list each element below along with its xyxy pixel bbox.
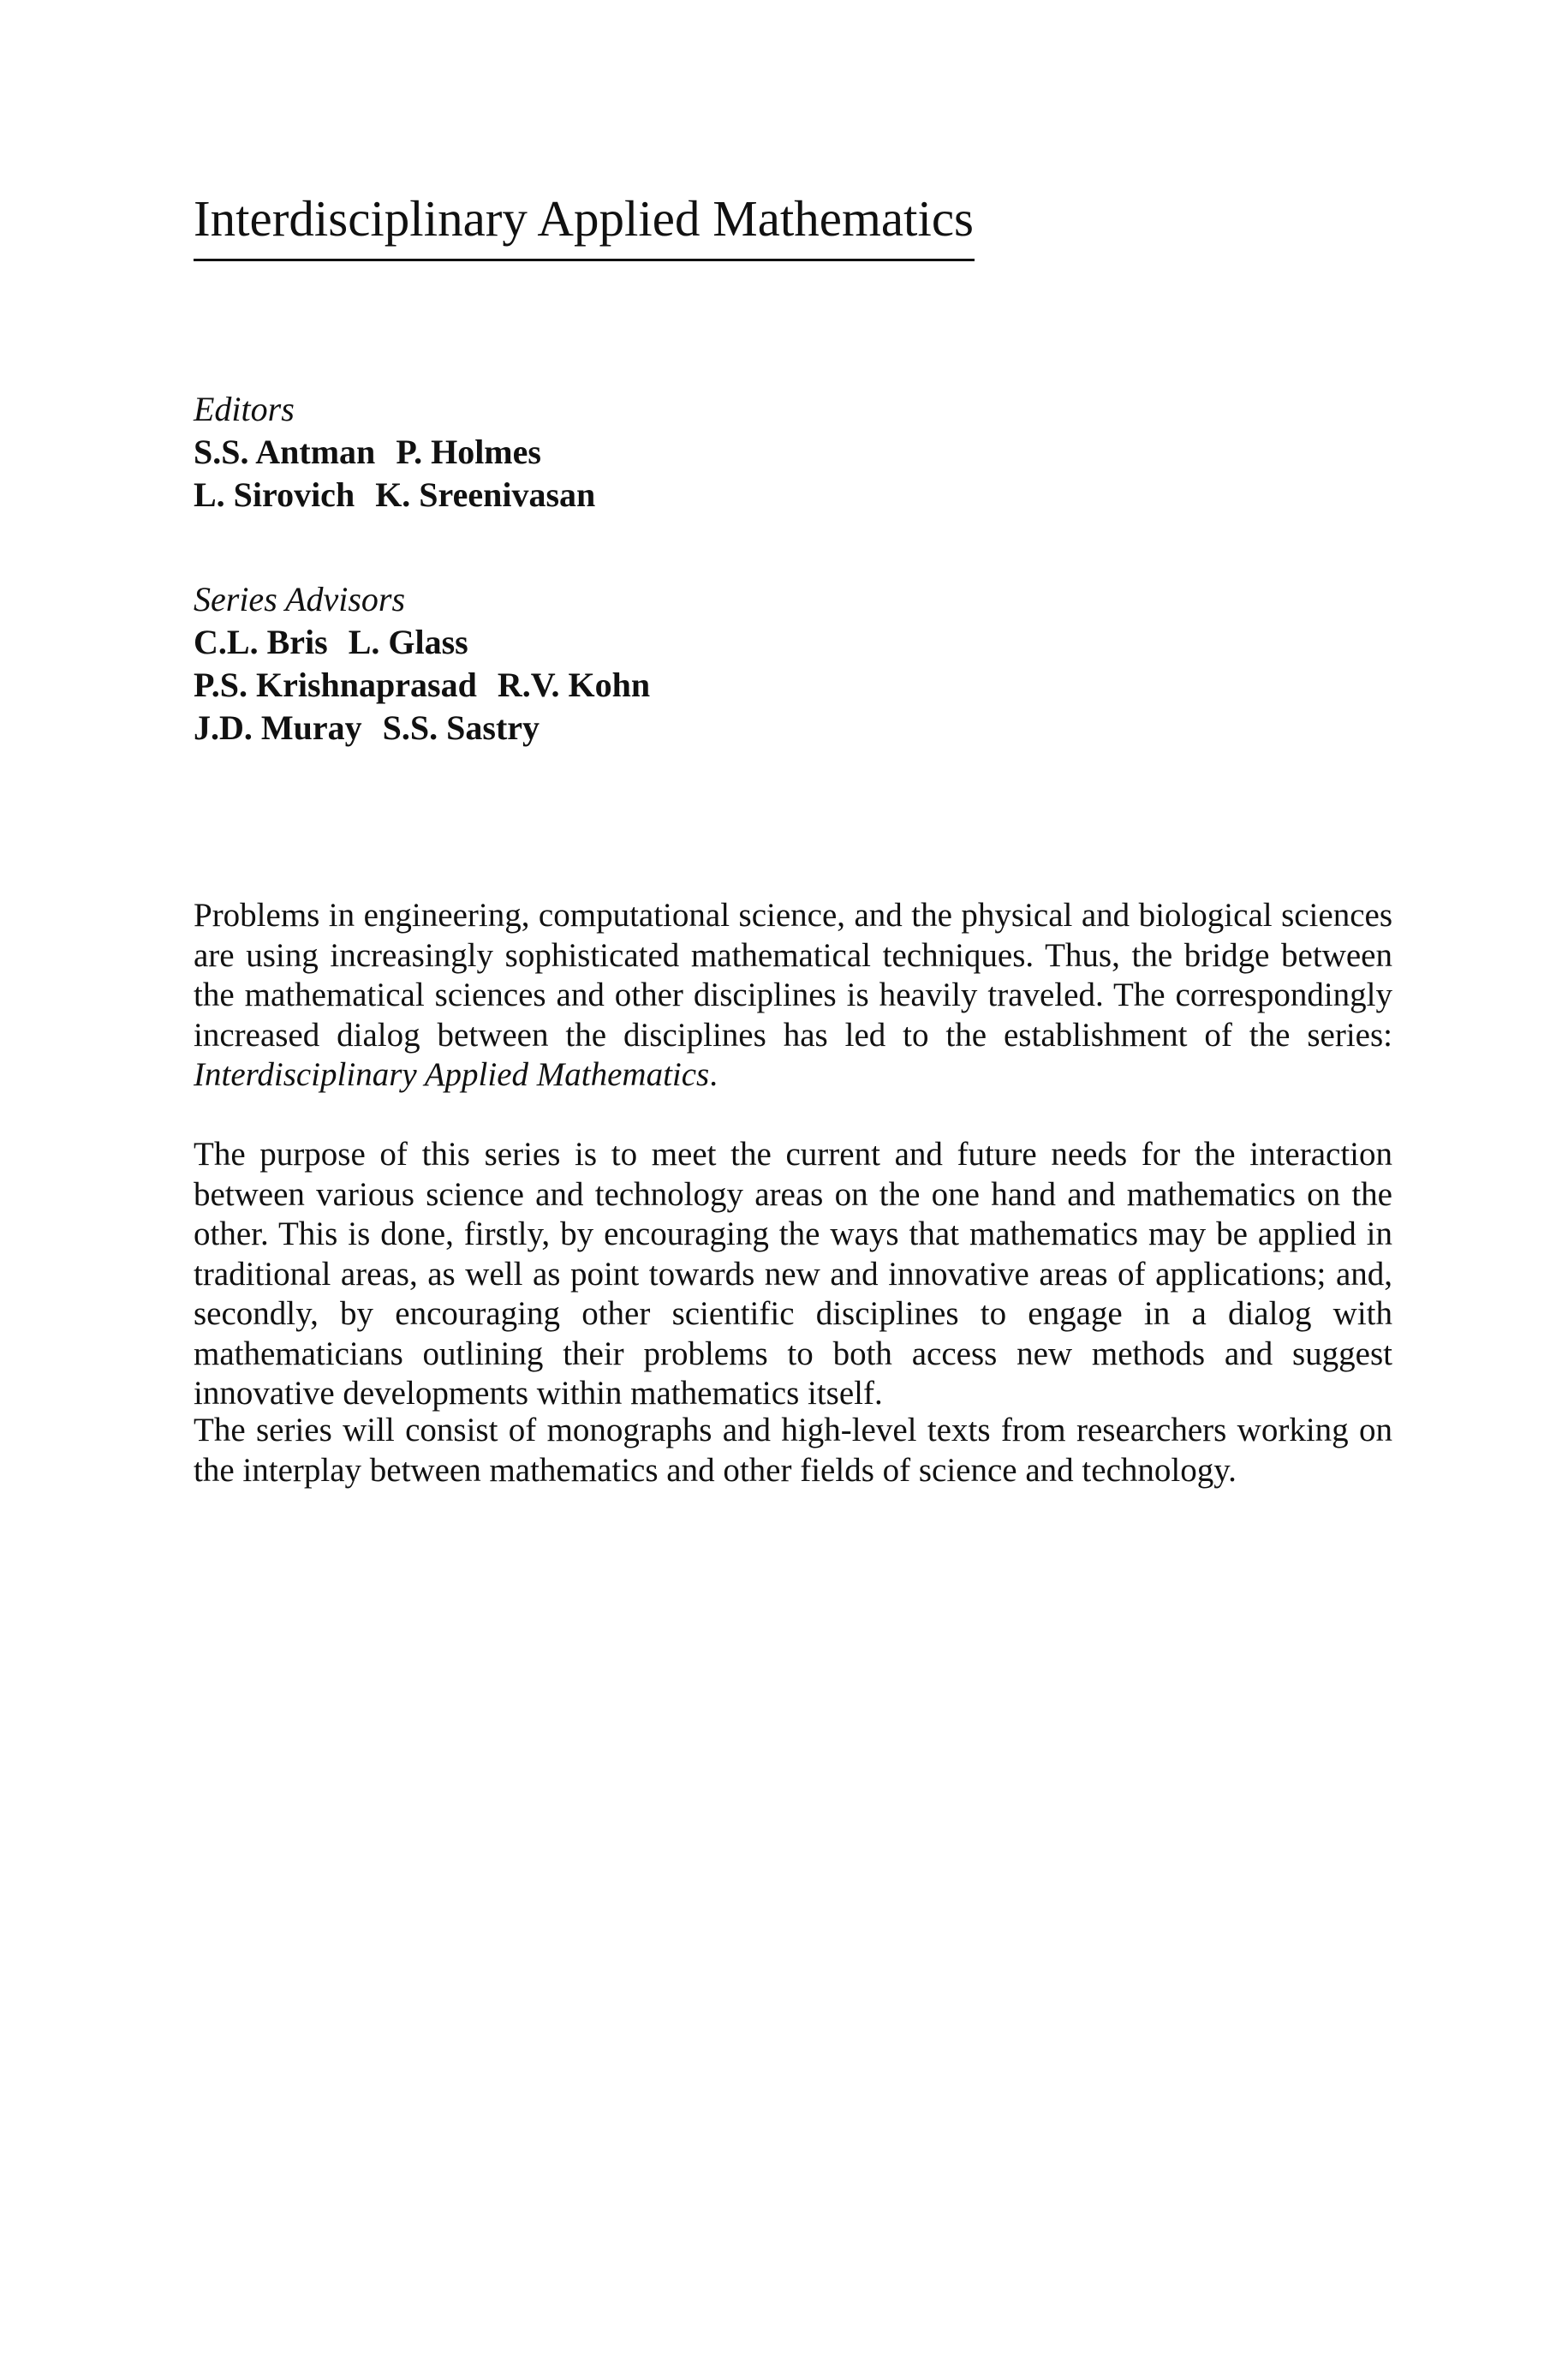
series-title: Interdisciplinary Applied Mathematics xyxy=(194,190,975,261)
advisor-name: S.S. Sastry xyxy=(382,708,540,747)
editor-name: P. Holmes xyxy=(396,433,541,471)
advisor-name: C.L. Bris xyxy=(194,623,328,661)
editor-name: S.S. Antman xyxy=(194,433,376,471)
editors-section xyxy=(194,388,595,517)
series-advisors-label: Series Advisors xyxy=(194,580,406,618)
intro-paragraph xyxy=(194,896,1392,1096)
editor-name: K. Sreenivasan xyxy=(375,475,596,514)
editor-name: L. Sirovich xyxy=(194,475,355,514)
advisor-name: L. Glass xyxy=(348,623,468,661)
intro-paragraph-period: . xyxy=(709,1056,718,1093)
advisor-name: J.D. Muray xyxy=(194,708,362,747)
editors-label: Editors xyxy=(194,390,295,428)
series-name-italic: Interdisciplinary Applied Mathematics xyxy=(194,1056,710,1093)
advisors-row xyxy=(194,621,650,664)
editors-row xyxy=(194,431,595,474)
advisor-name: P.S. Krishnaprasad xyxy=(194,666,477,704)
advisors-row xyxy=(194,664,650,707)
advisors-row xyxy=(194,707,650,750)
scope-paragraph: The series will consist of monographs and high-level texts from researchers working on the interplay between mathematics and other fields of science and technology. xyxy=(194,1412,1392,1489)
advisor-name: R.V. Kohn xyxy=(497,666,651,704)
editors-row xyxy=(194,474,595,517)
intro-paragraph-text: Problems in engineering, computational science, and the physical and biological sciences are using increasingly sophisticated mathematical techniques. Thus, the bridge between the mathematical sciences and other disciplines is heavily traveled. The correspondingly increased dialog between the disciplines has led to the establishment of the series: xyxy=(194,897,1392,1054)
purpose-paragraph: The purpose of this series is to meet the current and future needs for the interaction between various science and technology areas on the one hand and mathematics on the other. This is done, firstly, by encouraging the ways that mathematics may be applied in traditional areas, as well as point towards new and innovative areas of applications; and, secondly, by encouraging other scientific disciplines to engage in a dialog with mathematicians outlining their problems to both access new methods and suggest innovative developments within mathematics itself. xyxy=(194,1136,1392,1412)
series-advisors-section xyxy=(194,578,650,750)
